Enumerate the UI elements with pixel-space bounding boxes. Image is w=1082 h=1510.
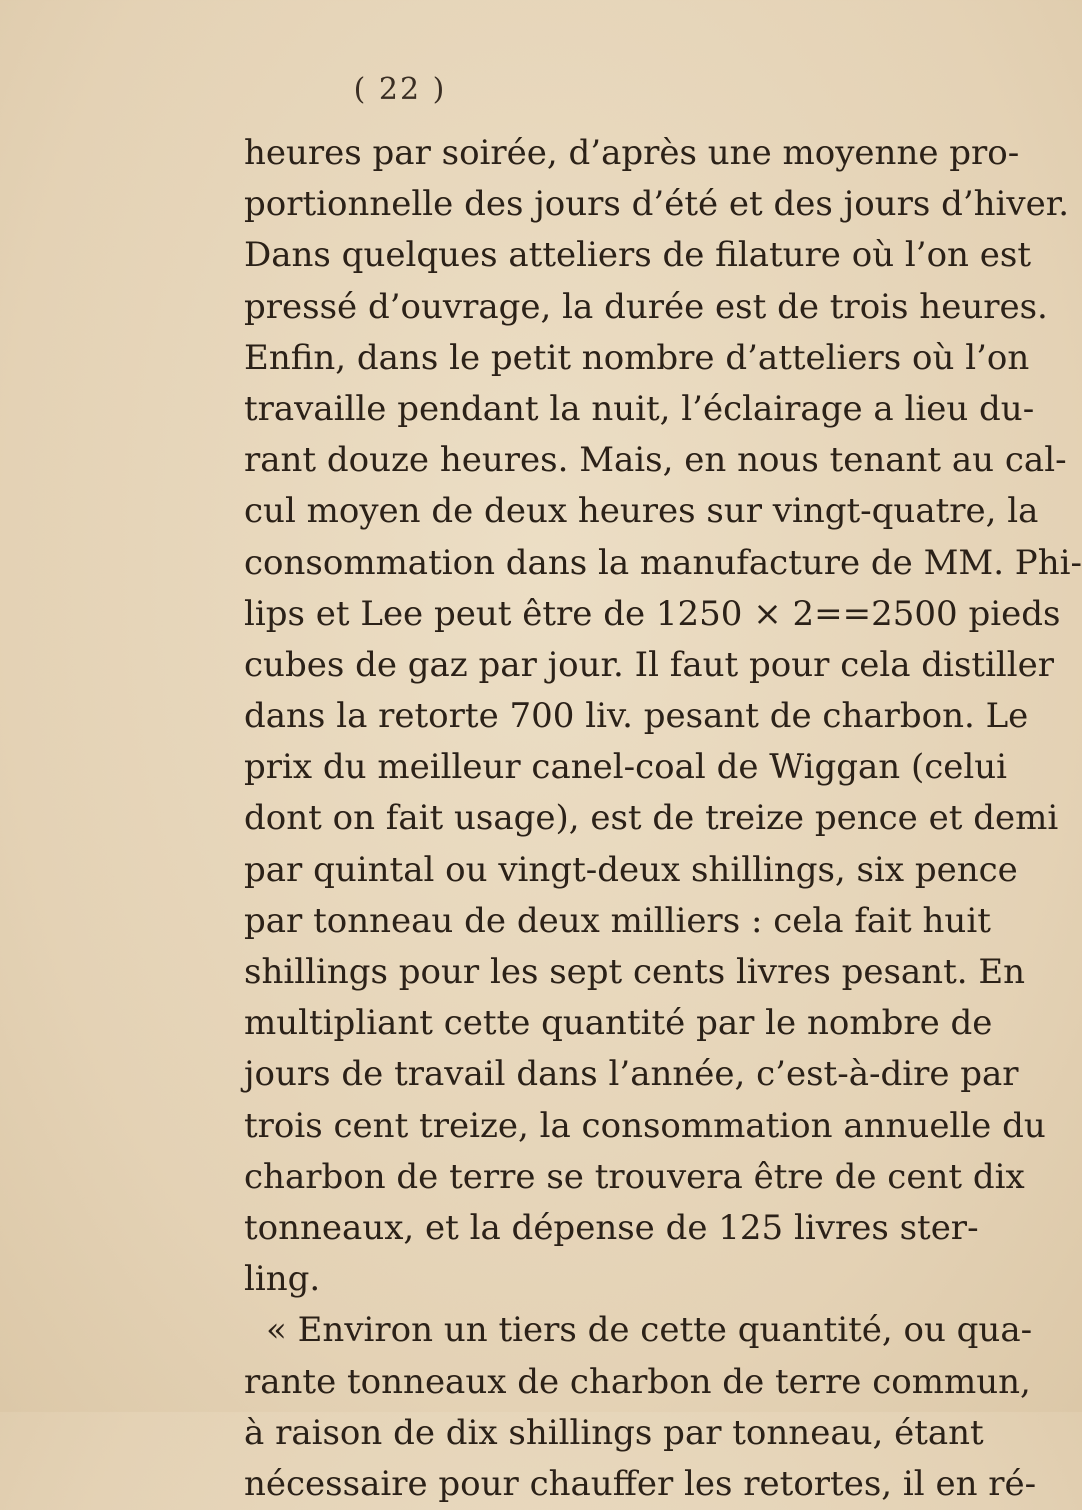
text-line: Enfin, dans le petit nombre d’atteliers où l’on <box>244 337 1030 378</box>
text-line: cubes de gaz par jour. Il faut pour cela distiller <box>244 644 1055 685</box>
text-line: tonneaux, et la dépense de 125 livres ster- <box>244 1207 979 1248</box>
text-line: pressé d’ouvrage, la durée est de trois heures. <box>244 286 1048 327</box>
text-line: portionnelle des jours d’été et des jours d’hiver. <box>244 184 1070 225</box>
text-line: charbon de terre se trouvera être de cent dix <box>244 1156 1025 1197</box>
text-line: shillings pour les sept cents livres pesant. En <box>244 952 1026 992</box>
text-line: par quintal ou vingt-deux shillings, six pence <box>244 849 1018 890</box>
body-text <box>244 128 1082 1510</box>
text-line: nécessaire pour chauffer les retortes, il en ré- <box>244 1463 1037 1504</box>
text-line: Dans quelques atteliers de filature où l’on est <box>244 235 1031 276</box>
text-line: consommation dans la manufacture de MM. Phi- <box>244 542 1082 583</box>
text-line: dont on fait usage), est de treize pence et demi <box>244 798 1059 839</box>
text-line: prix du meilleur canel-coal de Wiggan (celui <box>244 747 1008 788</box>
text-line: ling. <box>244 1259 321 1300</box>
text-line: trois cent treize, la consommation annuelle du <box>244 1105 1046 1146</box>
text-line: heures par soirée, d’après une moyenne pro- <box>244 133 1020 173</box>
text-line: travaille pendant la nuit, l’éclairage a lieu du- <box>244 388 1035 429</box>
text-line: dans la retorte 700 liv. pesant de charbon. Le <box>244 696 1029 737</box>
text-line: « Environ un tiers de cette quantité, ou qua- <box>266 1310 1033 1351</box>
text-line: rante tonneaux de charbon de terre commun, <box>244 1361 1031 1402</box>
page-number: ( 22 ) <box>353 72 447 107</box>
text-line: à raison de dix shillings par tonneau, étant <box>244 1412 984 1453</box>
text-line: jours de travail dans l’année, c’est-à-dire par <box>244 1054 1019 1095</box>
text-line: rant douze heures. Mais, en nous tenant au cal- <box>244 440 1067 481</box>
text-line: multipliant cette quantité par le nombre de <box>244 1003 993 1044</box>
text-line: lips et Lee peut être de 1250 × 2==2500 pieds <box>244 593 1061 634</box>
text-line: par tonneau de deux milliers : cela fait huit <box>244 900 991 941</box>
text-line: cul moyen de deux heures sur vingt-quatre, la <box>244 491 1039 532</box>
